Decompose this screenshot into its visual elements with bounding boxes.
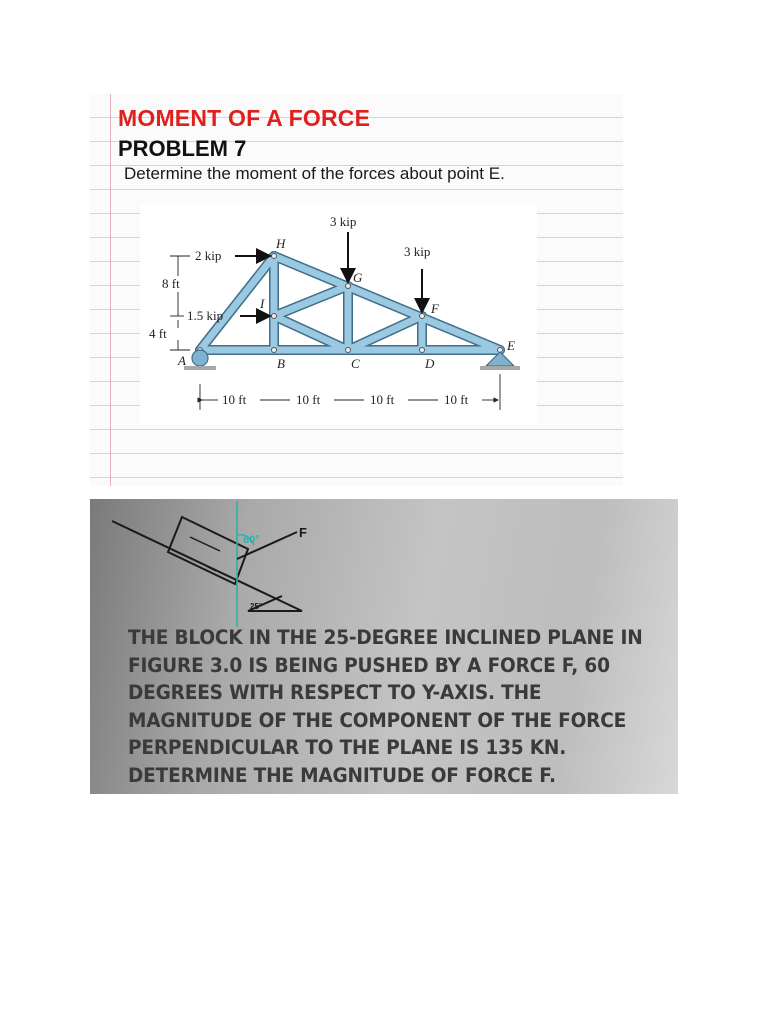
inclined-plane-sketch [90,499,678,629]
joint-G-label: G [353,270,363,285]
force-F-label: F [299,525,307,540]
joint-B-label: B [277,356,285,371]
span-CD-label: 10 ft [370,392,395,407]
load-lower-left-label: 1.5 kip [187,308,224,323]
joint-A-label: A [178,353,186,368]
span-BC-label: 10 ft [296,392,321,407]
joint-C-label: C [351,356,360,371]
joint-F-label: F [431,301,439,316]
load-right-label: 3 kip [404,244,431,259]
angle-25-label: 25° [250,602,263,611]
height-upper-label: 8 ft [162,276,180,291]
problem-prompt: Determine the moment of the forces about point E. [124,164,505,183]
joint-E-label: E [507,338,515,353]
load-top-label: 3 kip [330,214,357,229]
joint-H-label: H [276,236,286,251]
height-lower-label: 4 ft [149,326,167,341]
incline-line [112,521,302,611]
block-shape [168,517,248,584]
span-AB-label: 10 ft [222,392,247,407]
notebook-margin-line [110,94,111,486]
span-DE-label: 10 ft [444,392,469,407]
section-heading: MOMENT OF A FORCE [118,105,371,131]
angle-60-label: 60° [243,534,260,546]
inclined-plane-panel [90,499,678,794]
problem-7-panel [90,94,623,486]
truss-diagram [140,204,537,424]
height-dimension-lines [170,256,190,350]
problem-statement: THE BLOCK IN THE 25-DEGREE INCLINED PLANE IN FIGURE 3.0 IS BEING PUSHED BY A FORCE F, 60 DEGREES WITH RESPECT TO Y-AXIS. THE MAGNITUDE OF THE COMPONENT OF THE FORCE PERPENDICULAR TO THE PLANE IS 135 KN. DETERMINE THE MAGNITUDE OF FORCE F. [128,626,643,787]
load-upper-left-label: 2 kip [195,248,222,263]
truss-members [200,256,500,350]
joint-I-label: I [260,296,265,311]
problem-number: PROBLEM 7 [118,136,247,161]
joint-D-label: D [425,356,435,371]
